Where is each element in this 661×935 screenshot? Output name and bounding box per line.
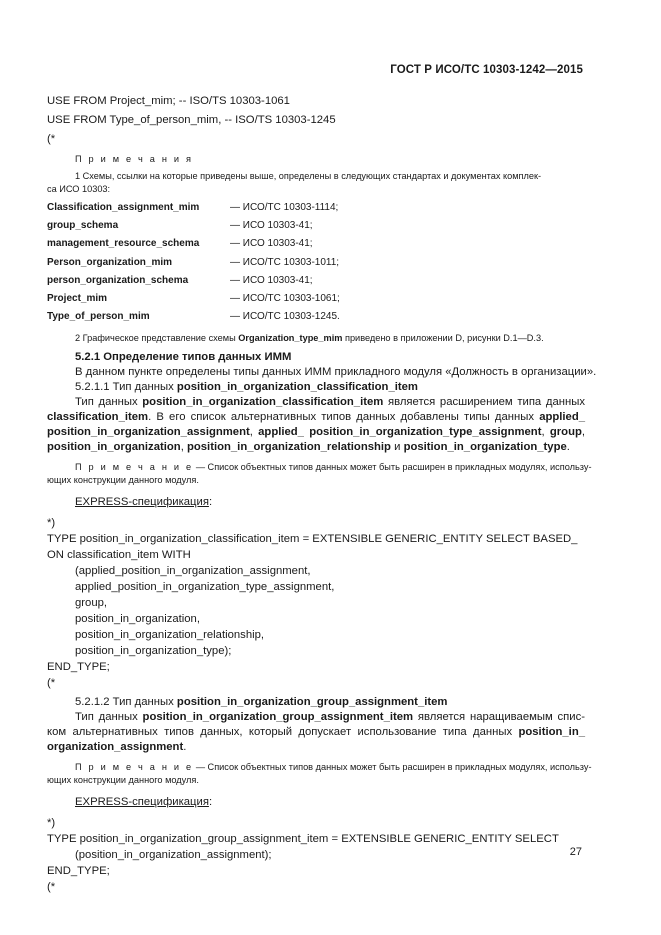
standard-id-header: ГОСТ Р ИСО/ТС 10303-1242—2015 (390, 64, 583, 76)
subsection-heading (47, 380, 585, 395)
code-line: USE FROM Type_of_person_mim, -- ISO/TS 10303-1245 (47, 114, 336, 126)
para-text: . (183, 741, 187, 754)
express-spec-label: EXPRESS-спецификация (75, 796, 209, 809)
para-type-name: position_in_organization_group_assignment_item (142, 711, 414, 724)
caption-punct: : (208, 796, 213, 809)
note-2-text: приведено в приложении D, рисунки D.1—D.3. (342, 333, 544, 344)
para-type-name: position_in_organization (47, 441, 181, 454)
para-type-name: group (549, 426, 582, 439)
schema-ref: — ИСО 10303-41; (230, 220, 313, 232)
page-number: 27 (569, 846, 582, 858)
para-type-name: position_in_organization_type_assignment (309, 426, 542, 439)
schema-ref: — ИСО/ТС 10303-1061; (230, 293, 340, 305)
section-intro: В данном пункте определены типы данных ИММ прикладного модуля «Должность в организации». (75, 366, 597, 379)
note-text: — Список объектных типов данных может быть расширен в прикладных модулях, использу- (193, 462, 592, 473)
para-text: , (581, 426, 586, 439)
para-text: ком альтернативных типов данных, который допускает использование типа данных (47, 726, 513, 739)
code-line: group, (75, 597, 108, 610)
code-line: (* (47, 133, 56, 145)
para-type-name: applied_ (539, 411, 586, 424)
note-line-1 (47, 761, 592, 774)
note-line-2: ющих конструкции данного модуля. (47, 475, 199, 486)
para-text: и (394, 441, 401, 454)
code-line: position_in_organization_relationship, (75, 629, 265, 642)
para-text: , (249, 426, 253, 439)
note-2 (47, 332, 585, 345)
schema-ref: — ИСО 10303-41; (230, 274, 313, 286)
code-line: ON classification_item WITH (47, 549, 191, 562)
schema-ref: — ИСО 10303-41; (230, 238, 313, 250)
schema-name: Classification_assignment_mim (47, 202, 200, 213)
para-type-name: position_in_organization_type (403, 441, 567, 454)
para-text: Тип данных (75, 711, 138, 724)
code-line: USE FROM Project_mim; -- ISO/TS 10303-1061 (47, 95, 290, 107)
note-line-1 (47, 461, 592, 474)
schema-name: Type_of_person_mim (47, 311, 150, 323)
para-text: является наращиваемым спис- (417, 711, 586, 724)
schema-name: Person_organization_mim (47, 256, 173, 268)
express-spec-label: EXPRESS-спецификация (75, 496, 209, 509)
note-2-text: 2 Графическое представление схемы (75, 333, 239, 344)
express-code-block (47, 815, 585, 895)
schema-row (47, 308, 585, 326)
section-heading: 5.2.1 Определение типов данных ИММ (75, 351, 292, 364)
code-line: applied_position_in_organization_type_assignment, (75, 581, 335, 594)
top-code-block (47, 92, 585, 149)
schema-name: Project_mim (47, 293, 108, 305)
code-line: *) (47, 817, 56, 830)
schema-row (47, 217, 585, 235)
note-text: — Список объектных типов данных может быть расширен в прикладных модулях, использу- (193, 762, 592, 773)
notes-label: П р и м е ч а н и я (75, 154, 194, 164)
code-line: (* (47, 881, 56, 894)
express-spec-caption (47, 493, 585, 511)
page-content (47, 92, 597, 895)
para-type-name: position_in_organization_assignment (47, 426, 250, 439)
para-text: является расширением типа данных (387, 396, 585, 409)
schema-ref: — ИСО/ТС 10303-1245. (230, 311, 340, 323)
code-line: (position_in_organization_assignment); (75, 849, 272, 862)
schema-ref: — ИСО/ТС 10303-1114; (230, 202, 339, 213)
para-type-name: applied_ (258, 426, 304, 439)
schema-name: management_resource_schema (47, 238, 200, 250)
subsection-heading (47, 695, 585, 710)
schema-row (47, 199, 585, 217)
note-label: П р и м е ч а н и е (75, 762, 194, 773)
note-label: П р и м е ч а н и е (75, 462, 194, 473)
heading-type-name: position_in_organization_group_assignment_item (176, 696, 448, 709)
para-type-name: position_in_organization_classification_item (142, 396, 384, 409)
heading-text: 5.2.1.1 Тип данных (75, 381, 177, 394)
code-line: position_in_organization_type); (75, 645, 232, 658)
heading-type-name: position_in_organization_classification_item (176, 381, 418, 394)
code-line: END_TYPE; (47, 865, 110, 878)
para-type-name: position_in_organization_relationship (186, 441, 391, 454)
para-text: , (180, 441, 184, 454)
subsection-note (47, 461, 592, 487)
heading-text: 5.2.1.2 Тип данных (75, 696, 177, 709)
express-spec-caption (47, 793, 585, 811)
note-2-schema: Organization_type_mim (238, 333, 343, 344)
schema-name: group_schema (47, 220, 119, 232)
code-line: (applied_position_in_organization_assignment, (75, 565, 311, 578)
para-type-name: position_in_ (518, 726, 585, 739)
schema-name: person_organization_schema (47, 274, 189, 286)
para-text: . В его список альтернативных типов данных добавлены типы данных (148, 411, 535, 424)
code-line: END_TYPE; (47, 661, 110, 674)
section-5-2-1 (47, 350, 597, 380)
para-text: , (541, 426, 545, 439)
note-line-2: ющих конструкции данного модуля. (47, 775, 199, 786)
express-code-block (47, 515, 585, 691)
code-line: TYPE position_in_organization_group_assignment_item = EXTENSIBLE GENERIC_ENTITY SELECT (47, 833, 559, 846)
code-line: position_in_organization, (75, 613, 200, 626)
section-5-2-1-2 (47, 695, 592, 895)
caption-punct: : (208, 496, 213, 509)
para-text: Тип данных (75, 396, 138, 409)
schema-ref: — ИСО/ТС 10303-1011; (230, 256, 340, 268)
code-line: (* (47, 677, 56, 690)
code-line: TYPE position_in_organization_classification_item = EXTENSIBLE GENERIC_ENTITY SELECT BASED_ (47, 533, 578, 546)
para-type-name: classification_item (47, 411, 149, 424)
schema-row (47, 254, 585, 272)
schema-row (47, 235, 585, 253)
note-1-line-2: са ИСО 10303: (47, 184, 111, 194)
para-type-name: organization_assignment (47, 741, 184, 754)
subsection-paragraph (47, 395, 585, 455)
subsection-note (47, 761, 592, 787)
schema-row (47, 272, 585, 290)
section-5-2-1-1 (47, 380, 592, 691)
schema-row (47, 290, 585, 308)
schema-list (47, 199, 585, 326)
note-1-line-1: 1 Схемы, ссылки на которые приведены выше, определены в следующих стандартах и документах комплек- (75, 171, 542, 181)
subsection-paragraph (47, 710, 585, 755)
notes-block (47, 151, 585, 345)
para-text: . (566, 441, 570, 454)
code-line: *) (47, 517, 56, 530)
